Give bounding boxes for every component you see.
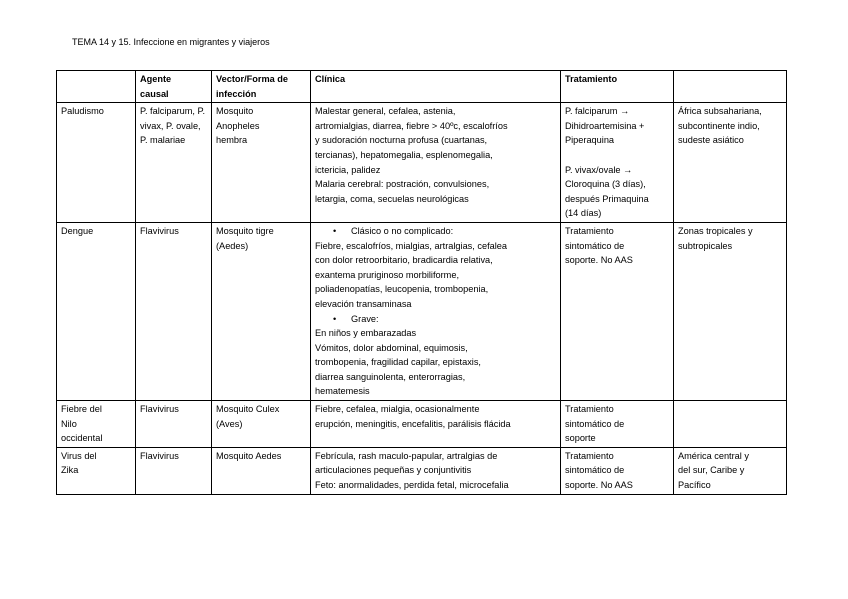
tratamiento-line: después Primaquina — [565, 193, 649, 204]
table-header-row — [57, 71, 787, 103]
clinica-line: Vómitos, dolor abdominal, equimosis, — [315, 342, 468, 353]
clinica-zika — [311, 447, 561, 494]
tratamiento-line: Tratamiento — [565, 225, 614, 236]
tratamiento-dengue — [561, 222, 674, 400]
zona-nilo — [674, 401, 787, 448]
header-infeccion-text: infección — [216, 88, 257, 99]
table-row-dengue — [57, 222, 787, 400]
clinica-nilo — [311, 401, 561, 448]
zona-zika — [674, 447, 787, 494]
vector-line: Anopheles — [216, 120, 260, 131]
disease-line: occidental — [61, 433, 103, 444]
clinica-line: Fiebre, escalofríos, mialgias, artralgias, cefalea — [315, 240, 507, 251]
clinica-line: tercianas), hepatomegalia, esplenomegalia, — [315, 149, 493, 160]
vector-line: hembra — [216, 135, 248, 146]
clinica-line: hematemesis — [315, 386, 370, 397]
disease-line: Nilo — [61, 418, 77, 429]
tratamiento-line: Piperaquina — [565, 135, 615, 146]
tratamiento-line: P. falciparum → — [565, 106, 630, 117]
agent-paludismo — [136, 103, 212, 223]
header-tratamiento: Tratamiento — [561, 71, 674, 103]
clinica-line: En niños y embarazadas — [315, 328, 417, 339]
zona-line: subtropicales — [678, 240, 733, 251]
tratamiento-nilo — [561, 401, 674, 448]
zona-dengue — [674, 222, 787, 400]
disease-line: Virus del — [61, 450, 97, 461]
zona-line: América central y — [678, 450, 749, 461]
table-row-paludismo — [57, 103, 787, 223]
tratamiento-line: soporte. No AAS — [565, 480, 633, 491]
disease-dengue: Dengue — [57, 222, 136, 400]
disease-nilo — [57, 401, 136, 448]
vector-line: (Aves) — [216, 418, 243, 429]
clinica-line: Febrícula, rash maculo-papular, artralgias de — [315, 450, 498, 461]
page-title: TEMA 14 y 15. Infeccione en migrantes y viajeros — [72, 37, 270, 47]
disease-line: Fiebre del — [61, 404, 102, 415]
zona-line: África subsahariana, — [678, 106, 762, 117]
vector-line: (Aedes) — [216, 240, 249, 251]
vector-paludismo — [212, 103, 311, 223]
agent-zika: Flavivirus — [136, 447, 212, 494]
vector-line: Mosquito Culex — [216, 404, 280, 415]
table-row-nilo — [57, 401, 787, 448]
agent-paludismo-text: P. falciparum, P. vivax, P. ovale, P. malariae — [140, 106, 206, 146]
bullet-text: Clásico o no complicado: — [351, 225, 454, 236]
spacer — [565, 148, 670, 163]
vector-line: Mosquito Aedes — [216, 450, 282, 461]
tratamiento-line: (14 días) — [565, 208, 602, 219]
clinica-line: erupción, meningitis, encefalitis, parálisis flácida — [315, 418, 511, 429]
zona-line: Zonas tropicales y — [678, 225, 753, 236]
tratamiento-line: soporte — [565, 433, 596, 444]
disease-paludismo: Paludismo — [57, 103, 136, 223]
header-clinica: Clínica — [311, 71, 561, 103]
vector-dengue — [212, 222, 311, 400]
clinica-line: ictericia, palidez — [315, 164, 381, 175]
clinica-line: exantema pruriginoso morbiliforme, — [315, 269, 459, 280]
header-vector — [212, 71, 311, 103]
infections-table — [56, 70, 787, 495]
zona-line: subcontinente indio, — [678, 120, 760, 131]
tratamiento-line: sintomático de — [565, 418, 625, 429]
tratamiento-line: Tratamiento — [565, 450, 614, 461]
header-zona — [674, 71, 787, 103]
bullet-item-clasico — [315, 224, 557, 239]
clinica-line: Fiebre, cefalea, mialgia, ocasionalmente — [315, 404, 480, 415]
clinica-line: articulaciones pequeñas y conjuntivitis — [315, 465, 472, 476]
clinica-line: letargia, coma, secuelas neurológicas — [315, 193, 469, 204]
vector-line: Mosquito tigre — [216, 225, 274, 236]
tratamiento-line: P. vivax/ovale → — [565, 164, 633, 175]
header-agente-causal — [136, 71, 212, 103]
clinica-line: artromialgias, diarrea, fiebre > 40ºc, escalofríos — [315, 120, 508, 131]
bullet-text: Grave: — [351, 313, 379, 324]
clinica-line: Feto: anormalidades, perdida fetal, microcefalia — [315, 480, 509, 491]
disease-zika — [57, 447, 136, 494]
clinica-dengue — [311, 222, 561, 400]
clinica-line: diarrea sanguinolenta, enterorragias, — [315, 371, 466, 382]
vector-line: Mosquito — [216, 106, 254, 117]
tratamiento-line: Dihidroartemisina + — [565, 120, 645, 131]
clinica-paludismo — [311, 103, 561, 223]
clinica-line: Malaria cerebral: postración, convulsiones, — [315, 179, 490, 190]
header-agente-text: Agente — [140, 74, 172, 84]
clinica-line: y sudoración nocturna profusa (cuartanas, — [315, 135, 488, 146]
tratamiento-line: sintomático de — [565, 465, 625, 476]
zona-line: del sur, Caribe y — [678, 465, 745, 476]
clinica-line: Malestar general, cefalea, astenia, — [315, 106, 456, 117]
bullet-item-grave — [315, 312, 557, 327]
disease-line: Zika — [61, 465, 79, 476]
clinica-line: poliadenopatías, leucopenia, trombopenia, — [315, 284, 489, 295]
zona-paludismo — [674, 103, 787, 223]
zona-line: Pacífico — [678, 480, 711, 491]
vector-nilo — [212, 401, 311, 448]
tratamiento-line: soporte. No AAS — [565, 255, 633, 266]
tratamiento-paludismo — [561, 103, 674, 223]
agent-nilo: Flavivirus — [136, 401, 212, 448]
tratamiento-zika — [561, 447, 674, 494]
header-vector-text: Vector/Forma de — [216, 74, 288, 84]
tratamiento-line: sintomático de — [565, 240, 625, 251]
tratamiento-line: Tratamiento — [565, 404, 614, 415]
tratamiento-line: Cloroquina (3 días), — [565, 179, 646, 190]
header-causal-text: causal — [140, 88, 169, 99]
header-empty — [57, 71, 136, 103]
clinica-line: con dolor retroorbitario, bradicardia relativa, — [315, 255, 493, 266]
table-row-zika — [57, 447, 787, 494]
vector-zika — [212, 447, 311, 494]
agent-dengue: Flavivirus — [136, 222, 212, 400]
clinica-line: elevación transaminasa — [315, 298, 412, 309]
clinica-line: trombopenia, fragilidad capilar, epistaxis, — [315, 357, 481, 368]
zona-line: sudeste asiático — [678, 135, 744, 146]
